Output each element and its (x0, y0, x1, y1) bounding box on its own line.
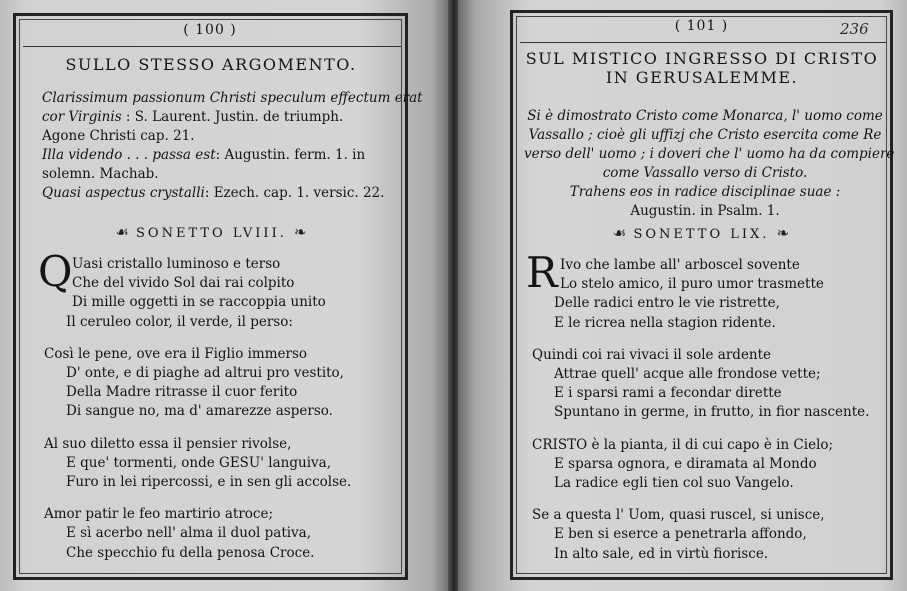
right-page (458, 0, 907, 591)
poem-line: CRISTO è la pianta, il di cui capo è in Cielo; (532, 436, 834, 453)
right-epigraph-line: verso dell' uomo ; i doveri che l' uomo ha da compiere (524, 146, 895, 162)
poem-line: Il ceruleo color, il verde, il perso: (66, 313, 293, 330)
poem-line: E le ricrea nella stagion ridente. (554, 314, 776, 331)
right-stanza-4 (532, 506, 892, 564)
poem-line: Amor patir le feo martirio atroce; (44, 506, 273, 523)
right-stanza-3 (532, 436, 892, 494)
right-sonnet-title-text: SONETTO LIX. (633, 227, 770, 242)
left-page (0, 0, 450, 591)
handwritten-folio-number: 236 (840, 20, 869, 38)
left-sonnet-title-text: SONETTO LVIII. (136, 226, 287, 241)
poem-line: Quindi coi rai vivaci il sole ardente (532, 346, 772, 363)
poem-line: E sì acerbo nell' alma il duol pativa, (66, 525, 312, 542)
poem-line: E i sparsi rami a fecondar dirette (554, 385, 782, 402)
right-heading (518, 49, 886, 87)
poem-line: Lo stelo amico, il puro umor trasmette (560, 276, 824, 293)
right-dropcap: R (526, 248, 558, 297)
poem-line: Al suo diletto essa il pensier rivolse, (44, 435, 292, 452)
right-epigraph-line: Trahens eos in radice disciplinae suae : (569, 184, 841, 200)
right-poem (526, 248, 892, 577)
left-epigraph-line: solemn. Machab. (42, 166, 159, 182)
poem-line: E ben si eserce a penetrarla affondo, (554, 526, 807, 543)
fleuron-ornament-icon: ☙ (612, 224, 627, 242)
poem-line: Ivo che lambe all' arboscel sovente (560, 257, 800, 273)
poem-line: Che del vivido Sol dai rai colpito (72, 275, 295, 292)
right-epigraph (524, 107, 895, 221)
left-epigraph-line: Clarissimum passionum Christi speculum effectum erat (42, 90, 423, 106)
left-heading: SULLO STESSO ARGOMENTO. (65, 55, 357, 74)
poem-line: Che specchio fu della penosa Croce. (66, 544, 315, 561)
left-stanza-2 (44, 345, 404, 422)
right-epigraph-line: Si è dimostrato Cristo come Monarca, l' uomo come (527, 108, 883, 124)
right-stanza-2 (532, 346, 892, 423)
left-header-rule (23, 46, 401, 47)
right-epigraph-line: Vassallo ; cioè gli uffizj che Cristo esercita come Re (528, 127, 882, 143)
poem-line: E sparsa ognora, e diramata al Mondo (554, 455, 817, 472)
left-page-number: ( 100 ) (183, 22, 237, 38)
left-stanza-1 (38, 247, 404, 332)
poem-line: D' onte, e di piaghe ad altrui pro vestito, (66, 365, 344, 382)
right-epigraph-line: come Vassallo verso di Cristo. (602, 165, 808, 181)
left-epigraph-line: Quasi aspectus crystalli: Ezech. cap. 1. versic. 22. (42, 185, 385, 201)
fleuron-ornament-icon: ☙ (115, 223, 129, 241)
poem-line: Uasi cristallo luminoso e terso (72, 256, 281, 272)
right-heading-line: IN GERUSALEMME. (605, 68, 799, 87)
left-sonnet-title (20, 223, 402, 241)
poem-line: E que' tormenti, onde GESU' languiva, (66, 454, 331, 471)
right-epigraph-line: Augustin. in Psalm. 1. (630, 203, 780, 219)
left-poem (38, 247, 404, 576)
poem-line: In alto sale, ed in virtù fiorisce. (554, 545, 769, 562)
poem-line: Così le pene, ove era il Figlio immerso (44, 345, 308, 362)
left-epigraph-line: Agone Christi cap. 21. (42, 128, 195, 144)
poem-line: Attrae quell' acque alle frondose vette; (554, 366, 821, 383)
poem-line: Se a questa l' Uom, quasi ruscel, si unisce, (532, 507, 825, 524)
poem-line: La radice egli tien col suo Vangelo. (554, 475, 794, 492)
left-epigraph-line: Illa videndo . . . passa est: Augustin. ferm. 1. in (42, 147, 366, 163)
left-epigraph (42, 89, 423, 203)
poem-line: Delle radici entro le vie ristrette, (554, 295, 780, 312)
right-page-number: ( 101 ) (674, 18, 729, 34)
poem-line: Di mille oggetti in se raccoppia unito (72, 294, 326, 311)
poem-line: Furo in lei ripercossi, e in sen gli accolse. (66, 474, 352, 491)
left-stanza-3 (44, 435, 404, 493)
poem-line: Spuntano in germe, in frutto, in fior nascente. (554, 404, 870, 421)
poem-line: Di sangue no, ma d' amarezze asperso. (66, 403, 333, 420)
left-stanza-4 (44, 505, 404, 563)
right-header-rule (520, 42, 886, 43)
fleuron-ornament-icon: ❧ (776, 224, 790, 242)
fleuron-ornament-icon: ❧ (293, 223, 307, 241)
left-dropcap: Q (38, 247, 73, 296)
right-sonnet-title (518, 224, 884, 242)
right-stanza-1 (526, 248, 892, 333)
right-heading-line: SUL MISTICO INGRESSO DI CRISTO (525, 49, 879, 68)
poem-line: Della Madre ritrasse il cuor ferito (66, 384, 298, 401)
left-epigraph-line: cor Virginis : S. Laurent. Justin. de triumph. (42, 109, 344, 125)
